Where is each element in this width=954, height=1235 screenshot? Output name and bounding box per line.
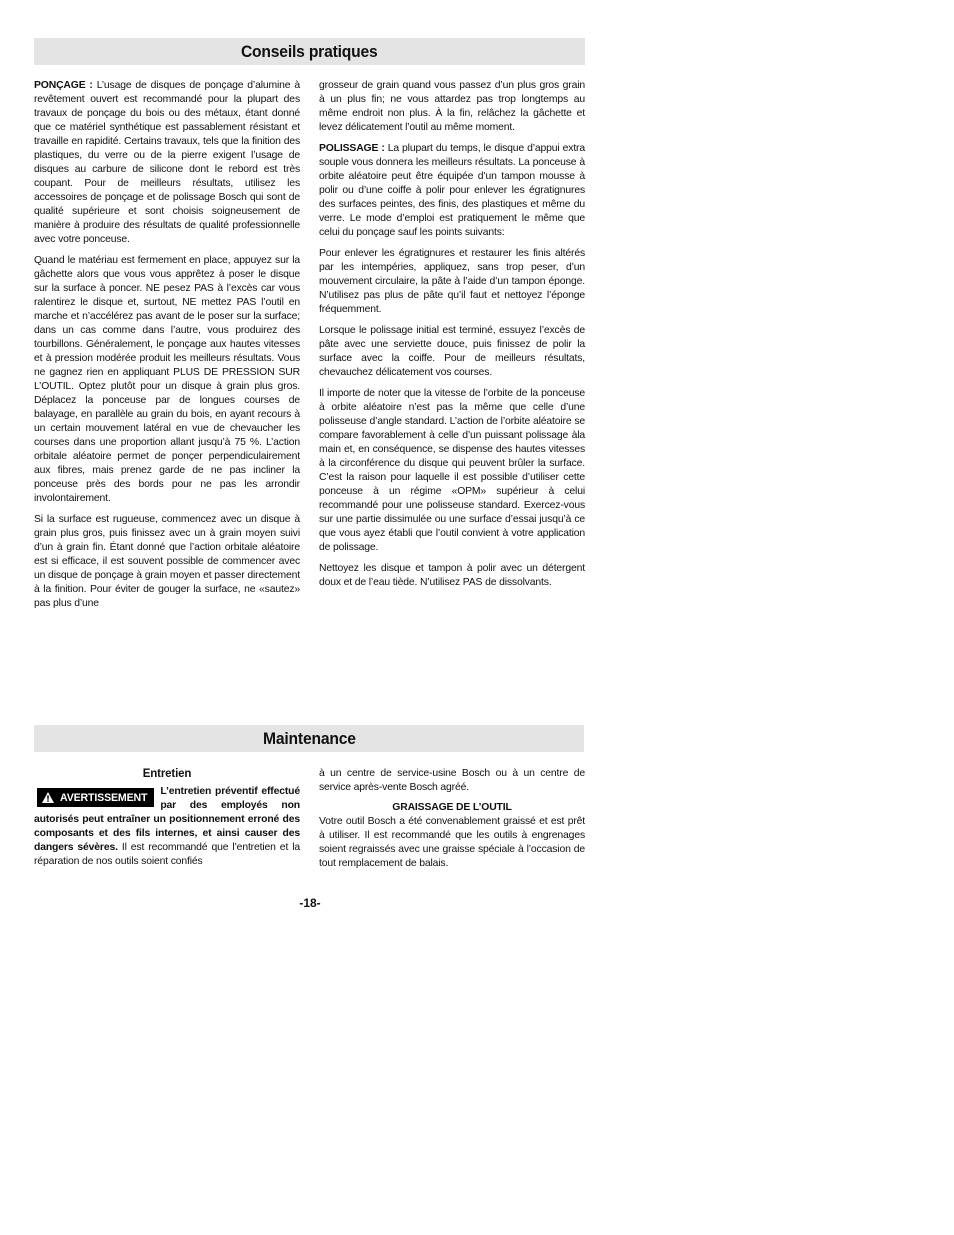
sanding-paragraph [34,79,300,247]
polishing-label: POLISSAGE : [319,143,385,154]
rough-surface-paragraph: Si la surface est rugueuse, commencez avec un disque à grain plus gros, puis finissez avec un à grain moyen suivi d’un à grain fin. Étant donné que l’action orbitale aléatoire est si efficace, il est souvent possible de commencer avec un disque de ponçage à grain moyen et passer directement à la finition. Pour éviter de gouger la surface, ne «sautez» pas plus d’une [34,514,300,609]
maintenance-right-column [319,767,585,871]
maintenance-section-title: Maintenance [262,728,356,748]
cleaning-paragraph: Nettoyez les disque et tampon à polir avec un détergent doux et de l’eau tiède. N’utilisez PAS de dissolvants. [319,563,585,588]
orbit-speed-paragraph: Il importe de noter que la vitesse de l’orbite de la ponceuse à orbite aléatoire n’est pas la même que celle d’une polisseuse d’angle standard. L’action de l’orbite aléatoire se compare favorablement à celle d’un puissant polissage àla main et, en conséquence, se dispense des hautes vitesses à la circonférence du disque qui peuvent brûler la surface. C’est la raison pour laquelle il est possible d’utiliser cette ponceuse à un régime «OPM» supérieur à celui recommandé pour une polisseuse standard. Exercez-vous sur une partie dissimulée ou une surface d’essai jusqu’à ce que vous ayez établi que l’outil convient à votre application de polissage. [319,388,585,553]
warning-bold-text: L’entretien préventif effectué par des employés non autorisés peut entraîner un positionnement erroné des composants et des fils internes, et ainsi causer des dangers sévères. [34,786,300,853]
tips-section-title: Conseils pratiques [241,41,378,61]
tips-section-header [34,38,585,65]
warning-badge [37,788,154,807]
page-number: -18- [299,896,321,910]
polishing-paragraph [319,142,585,240]
scratches-paragraph: Pour enlever les égratignures et restaurer les finis altérés par les intempéries, appliquez, sans trop peser, d’un mouvement circulaire, la pâte à l’aide d’un tampon éponge. N’utilisez pas plus de pâte qu’il faut et nettoyez l’éponge fréquemment. [319,248,585,315]
sanding-label: PONÇAGE : [34,80,93,91]
service-heading: Entretien [142,768,192,780]
warning-paragraph [34,785,300,869]
sanding-text: L’usage de disques de ponçage d’alumine à revêtement ouvert est recommandé pour la plupart des travaux de ponçage du bois ou des métaux, étant donné que ce matériel synthétique est passablement résistant et travaille en rapidité. Certains travaux, tels que la finition des plastiques, du verre ou de la pierre exigent l’usage de disques au carbure de silicone dont le rebord est très coupant. Pour de meilleurs résultats, utilisez les accessoires de ponçage et de polissage Bosch qui sont de qualité supérieure et sont choisis soigneusement de manière à produire des résultats de qualité professionnelle avec votre ponceuse. [34,80,300,245]
polishing-text: La plupart du temps, le disque d’appui extra souple vous donnera les meilleurs résultats. La ponceuse à orbite aléatoire peut être équipée d’un tampon mousse à polir ou d’une coiffe à polir pour enlever les égratignures des surfaces peintes, des finis, des plastiques et même du verre. Le mode d’emploi est pratiquement le même que celui du ponçage sauf les points suivants: [319,143,585,238]
initial-polish-paragraph: Lorsque le polissage initial est terminé, essuyez l’excès de pâte avec une serviette douce, puis finissez de polir la surface avec la coiffe. Pour de meilleurs résultats, chevauchez délicatement vos courses. [319,325,585,378]
lubrication-paragraph: Votre outil Bosch a été convenablement graissé et est prêt à utiliser. Il est recommandé que les outils à engrenages soient regraissés avec une graisse spéciale à l’occasion de tout remplacement de balais. [319,816,585,869]
warning-triangle-icon [42,792,54,803]
warning-label: AVERTISSEMENT [60,791,148,804]
service-center-paragraph: à un centre de service-usine Bosch ou à un centre de service après-vente Bosch agréé. [319,768,585,793]
lubrication-heading: GRAISSAGE DE L’OUTIL [392,802,512,813]
tips-left-column [34,79,300,611]
grain-continuation-paragraph: grosseur de grain quand vous passez d’un plus gros grain à un plus fin; ne vous attardez pas trop longtemps au même endroit non plus. À la fin, relâchez la gâchette et levez délicatement l’outil au même moment. [319,80,585,133]
pressure-paragraph: Quand le matériau est fermement en place, appuyez sur la gâchette alors que vous vous apprêtez à poser le disque sur la surface à poncer. NE pesez PAS à l’excès car vous ralentirez le disque et, surtout, NE mettez PAS l’outil en marche et n’accélérez pas avant de le poser sur la surface; dans un cas comme dans l’autre, vous produirez des tourbillons. Généralement, le ponçage aux hautes vitesses et à pression modérée produit les meilleurs résultats. Vous ne gagnez rien en appliquant PLUS DE PRESSION SUR L’OUTIL. Optez plutôt pour un disque à grain plus gros. Déplacez la ponceuse par de longues courses de balayage, en parallèle au grain du bois, en ayant recours à un certain mouvement latéral en vue de chevaucher les courses dans une proportion allant jusqu’à 75 %. L’action orbitale aléatoire permet de ponçer perpendiculairement aux fibres, mais prenez garde de ne pas incliner la ponceuse près des bords pour ne pas les arrondir involontairement. [34,255,300,504]
tips-right-column [319,79,585,590]
warning-text: Il est recommandé que l’entretien et la réparation de nos outils soient confiés [34,842,301,867]
maintenance-section-header [34,725,584,752]
maintenance-left-column [34,767,300,869]
